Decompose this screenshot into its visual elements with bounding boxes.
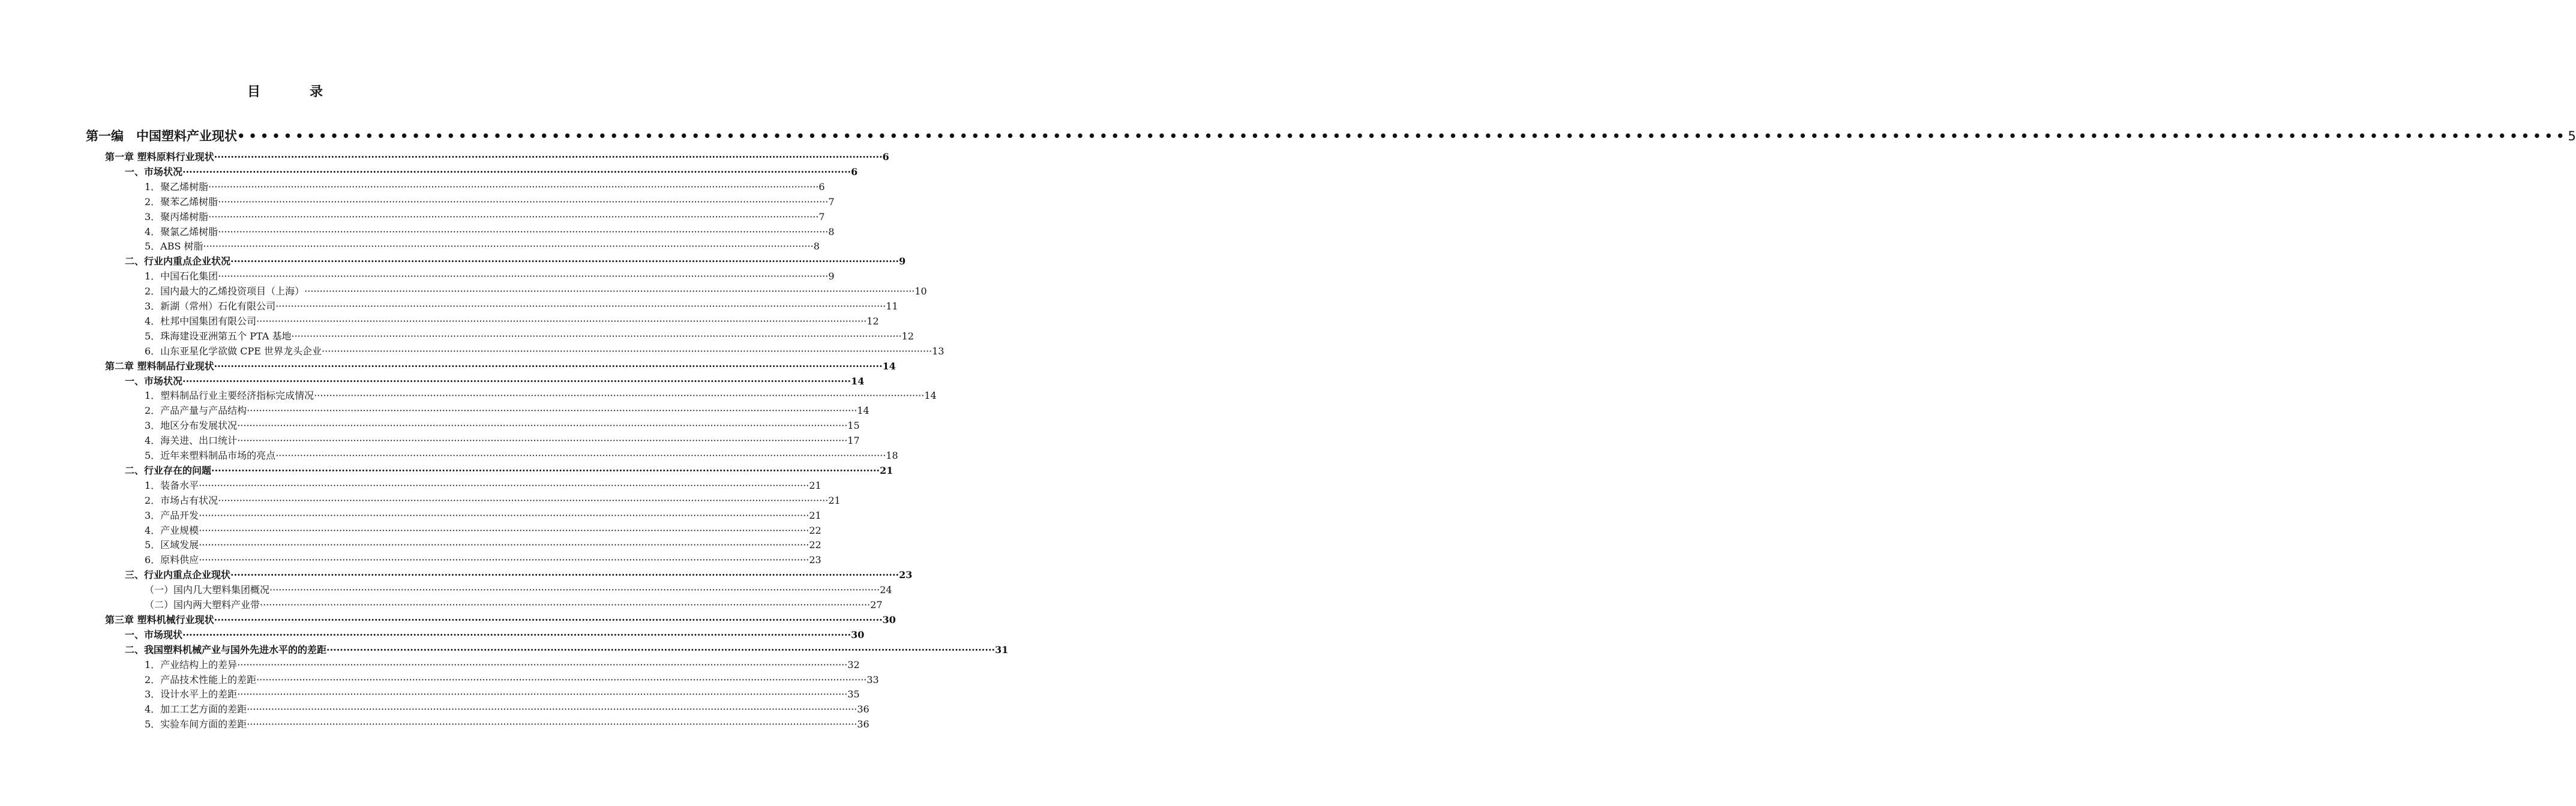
toc-entry-label: 二、行业存在的问题 <box>125 464 212 476</box>
toc-entry-page-number: 13 <box>932 345 944 357</box>
toc-entry-page-number: 12 <box>901 330 914 342</box>
toc-entry-label: 1．产业结构上的差异 <box>145 658 238 670</box>
dot-leader: ········································································································································································································ <box>199 539 809 551</box>
toc-entry[interactable] <box>145 210 825 225</box>
toc-entry-page-number: 6 <box>818 181 825 193</box>
toc-entry-label: 3．地区分布发展状况 <box>145 420 238 432</box>
toc-entry-label: 3．产品开发 <box>145 509 199 521</box>
dot-leader: ········································································································································································································ <box>230 569 899 581</box>
toc-entry[interactable] <box>145 299 898 314</box>
toc-entry[interactable] <box>105 359 896 374</box>
toc-entry-page-number: 27 <box>870 599 883 610</box>
toc-entry-page-number: 10 <box>914 285 927 297</box>
toc-entry[interactable] <box>105 150 889 165</box>
toc-entry-page-number: 36 <box>857 703 869 715</box>
dot-leader: ········································································································································································································ <box>199 479 809 491</box>
dot-leader: ········································································································································································································ <box>218 225 829 237</box>
toc-entry[interactable] <box>145 479 821 494</box>
dot-leader: ········································································································································································································ <box>208 181 819 193</box>
toc-entry[interactable] <box>145 389 937 404</box>
toc-entry-page-number: 8 <box>813 240 820 252</box>
dot-leader: ········································································································································································································ <box>247 405 857 417</box>
dot-leader: ········································································································································································································ <box>256 673 867 685</box>
toc-entry-page-number: 12 <box>866 315 879 327</box>
toc-entry-page-number: 21 <box>809 509 821 521</box>
toc-entry-page-number: 6 <box>882 151 889 163</box>
toc-entry-page-number: 9 <box>828 270 835 282</box>
toc-entry-label: 5．ABS 树脂 <box>145 240 203 252</box>
toc-entry-page-number: 7 <box>818 210 825 222</box>
dot-leader: ········································································································································································································ <box>237 658 848 670</box>
toc-entry-label: （一）国内几大塑料集团概况 <box>145 584 270 596</box>
toc-entry-page-number: 21 <box>880 464 893 476</box>
dot-leader: ········································································································································································································ <box>182 375 851 387</box>
toc-entry-page-number: 5 <box>2568 129 2576 143</box>
toc-entry-page-number: 36 <box>857 718 869 730</box>
toc-entry-label: 第三章 塑料机械行业现状 <box>105 613 214 625</box>
toc-entry-page-number: 21 <box>828 494 841 506</box>
toc-entry-page-number: 14 <box>924 390 937 402</box>
toc-entry[interactable] <box>125 165 858 180</box>
toc-entry-label: 3．新湖（常州）石化有限公司 <box>145 300 276 312</box>
toc-entry-label: 5．近年来塑料制品市场的亮点 <box>145 450 276 461</box>
toc-entry-page-number: 14 <box>882 360 896 372</box>
toc-entry-page-number: 9 <box>899 255 906 267</box>
toc-entry[interactable] <box>145 314 879 329</box>
toc-entry-label: 1．塑料制品行业主要经济指标完成情况 <box>145 390 314 402</box>
dot-leader: ········································································································································································································ <box>247 718 857 730</box>
toc-entry-page-number: 8 <box>828 225 835 237</box>
toc-entry-label: 6．山东亚星化学欲做 CPE 世界龙头企业 <box>145 345 322 357</box>
toc-entry-label: 2．国内最大的乙烯投资项目（上海） <box>145 285 305 297</box>
toc-entry-label: 1．装备水平 <box>145 479 199 491</box>
toc-entry[interactable] <box>145 598 883 613</box>
toc-entry[interactable] <box>125 254 906 269</box>
dot-leader: ········································································································································································································ <box>214 151 883 163</box>
dot-leader: ········································································································································································································ <box>211 464 880 476</box>
toc-entry-label: 4．聚氯乙烯树脂 <box>145 225 218 237</box>
toc-entry-page-number: 32 <box>847 658 860 670</box>
toc-entry-page-number: 6 <box>851 166 858 178</box>
toc-entry-label: 一、市场状况 <box>125 166 183 178</box>
toc-entry-page-number: 22 <box>809 539 821 551</box>
toc-entry[interactable] <box>145 658 860 673</box>
toc-entry-label: 4．加工工艺方面的差距 <box>145 703 247 715</box>
dot-leader: ········································································································································································································ <box>199 524 809 536</box>
toc-entry[interactable] <box>145 449 898 464</box>
toc-entry[interactable] <box>125 568 913 583</box>
toc-entry-label: 1．中国石化集团 <box>145 270 218 282</box>
toc-entry[interactable] <box>145 434 860 449</box>
toc-entry-page-number: 30 <box>851 628 865 640</box>
dot-leader: ········································································································································································································ <box>218 270 829 282</box>
toc-entry[interactable] <box>145 329 914 344</box>
toc-entry[interactable] <box>145 225 835 240</box>
toc-entry-label: 二、我国塑料机械产业与国外先进水平的的差距 <box>125 643 327 655</box>
toc-entry-label: 2．产品技术性能上的差距 <box>145 673 257 685</box>
toc-entry[interactable] <box>145 673 879 688</box>
dot-leader: ········································································································································································································ <box>256 315 867 327</box>
toc-entry-label: 5．实验车间方面的差距 <box>145 718 247 730</box>
toc-entry-label: 一、市场现状 <box>125 628 183 640</box>
toc-entry-label: 4．产业规模 <box>145 524 199 536</box>
toc-entry[interactable] <box>145 404 869 419</box>
toc-entry[interactable] <box>86 127 2576 145</box>
toc-entry-label: 3．设计水平上的差距 <box>145 688 238 700</box>
toc-entry-page-number: 33 <box>866 673 879 685</box>
toc-entry[interactable] <box>125 374 865 389</box>
toc-entry-label: 第一编 中国塑料产业现状 <box>86 129 237 143</box>
page-title: 目 录 <box>247 85 341 100</box>
dot-leader: ········································································································································································································ <box>260 599 871 610</box>
toc-entry-page-number: 11 <box>886 300 898 312</box>
dot-leader: •••••••••••••••••••••••••••••••••••••••••••••••••••••••••••••••••••••••••••••••••••••••••••••••••••••••••••••••••••••••••••••••••••••••••••••••••••••••••••••••••••••••••••••••••••••••••••••••••••••••• <box>237 129 2568 143</box>
toc-entry[interactable] <box>125 643 1009 658</box>
dot-leader: ········································································································································································································ <box>237 435 848 447</box>
dot-leader: ········································································································································································································ <box>199 509 809 521</box>
toc-entry-page-number: 14 <box>857 405 869 417</box>
toc-entry-page-number: 31 <box>995 643 1009 655</box>
toc-entry[interactable] <box>105 613 896 628</box>
toc-entry-label: 2．产品产量与产品结构 <box>145 405 247 417</box>
toc-entry-label: 5．珠海建设亚洲第五个 PTA 基地 <box>145 330 292 342</box>
dot-leader: ········································································································································································································ <box>182 166 851 178</box>
toc-entry-label: 2．聚苯乙烯树脂 <box>145 196 218 207</box>
toc-entry-page-number: 18 <box>886 450 898 461</box>
toc-entry-page-number: 15 <box>847 420 860 432</box>
dot-leader: ········································································································································································································ <box>304 285 915 297</box>
toc-entry[interactable] <box>145 239 820 254</box>
toc-entry[interactable] <box>145 284 927 299</box>
toc-entry[interactable] <box>145 195 835 210</box>
dot-leader: ········································································································································································································ <box>322 345 932 357</box>
toc-entry-label: 第二章 塑料制品行业现状 <box>105 360 214 372</box>
dot-leader: ········································································································································································································ <box>291 330 902 342</box>
dot-leader: ········································································································································································································ <box>182 628 851 640</box>
toc-entry[interactable] <box>145 509 821 524</box>
toc-entry-label: 2．市场占有状况 <box>145 494 218 506</box>
toc-entry[interactable] <box>145 180 825 195</box>
toc-entry[interactable] <box>145 687 860 702</box>
toc-entry-page-number: 21 <box>809 479 821 491</box>
toc-entry-label: 三、行业内重点企业现状 <box>125 569 231 581</box>
toc-entry[interactable] <box>145 553 821 568</box>
toc-entry-page-number: 24 <box>880 584 892 596</box>
dot-leader: ········································································································································································································ <box>214 613 883 625</box>
dot-leader: ········································································································································································································ <box>237 420 848 432</box>
toc-entry-label: 第一章 塑料原料行业现状 <box>105 151 214 163</box>
toc-entry[interactable] <box>145 269 835 284</box>
dot-leader: ········································································································································································································ <box>326 643 995 655</box>
toc-entry-label: 5．区域发展 <box>145 539 199 551</box>
toc-entry-page-number: 14 <box>851 375 865 387</box>
toc-entry-page-number: 23 <box>809 554 821 566</box>
toc-entry-page-number: 30 <box>882 613 896 625</box>
toc-entry[interactable] <box>145 583 892 598</box>
toc-entry-page-number: 22 <box>809 524 821 536</box>
dot-leader: ········································································································································································································ <box>269 584 880 596</box>
toc-entry-page-number: 17 <box>847 435 860 447</box>
toc-entry-label: 4．海关进、出口统计 <box>145 435 238 447</box>
dot-leader: ········································································································································································································ <box>199 554 809 566</box>
dot-leader: ········································································································································································································ <box>208 210 819 222</box>
toc-entry-page-number: 35 <box>847 688 860 700</box>
dot-leader: ········································································································································································································ <box>247 703 857 715</box>
dot-leader: ········································································································································································································ <box>275 300 886 312</box>
toc-entry-page-number: 23 <box>899 569 913 581</box>
toc-entry[interactable] <box>145 524 821 539</box>
toc-entry[interactable] <box>145 538 821 553</box>
toc-entry[interactable] <box>145 419 860 434</box>
toc-entry-label: 二、行业内重点企业状况 <box>125 255 231 267</box>
toc-entry[interactable] <box>145 717 869 732</box>
toc-entry-page-number: 7 <box>828 196 835 207</box>
dot-leader: ········································································································································································································ <box>218 494 829 506</box>
toc-entry[interactable] <box>125 464 893 479</box>
toc-entry-label: 3．聚丙烯树脂 <box>145 210 209 222</box>
dot-leader: ········································································································································································································ <box>203 240 814 252</box>
dot-leader: ········································································································································································································ <box>237 688 848 700</box>
toc-entry[interactable] <box>145 702 869 717</box>
dot-leader: ········································································································································································································ <box>214 360 883 372</box>
toc-entry[interactable] <box>145 344 944 359</box>
toc-entry-label: 1．聚乙烯树脂 <box>145 181 209 193</box>
dot-leader: ········································································································································································································ <box>230 255 899 267</box>
dot-leader: ········································································································································································································ <box>314 390 925 402</box>
toc-entry-label: （二）国内两大塑料产业带 <box>145 599 260 610</box>
toc-entry[interactable] <box>125 628 865 643</box>
dot-leader: ········································································································································································································ <box>275 450 886 461</box>
dot-leader: ········································································································································································································ <box>218 196 829 207</box>
toc-entry-label: 一、市场状况 <box>125 375 183 387</box>
toc-entry-label: 4．杜邦中国集团有限公司 <box>145 315 257 327</box>
toc-entry[interactable] <box>145 494 841 509</box>
toc-entry-label: 6．原料供应 <box>145 554 199 566</box>
